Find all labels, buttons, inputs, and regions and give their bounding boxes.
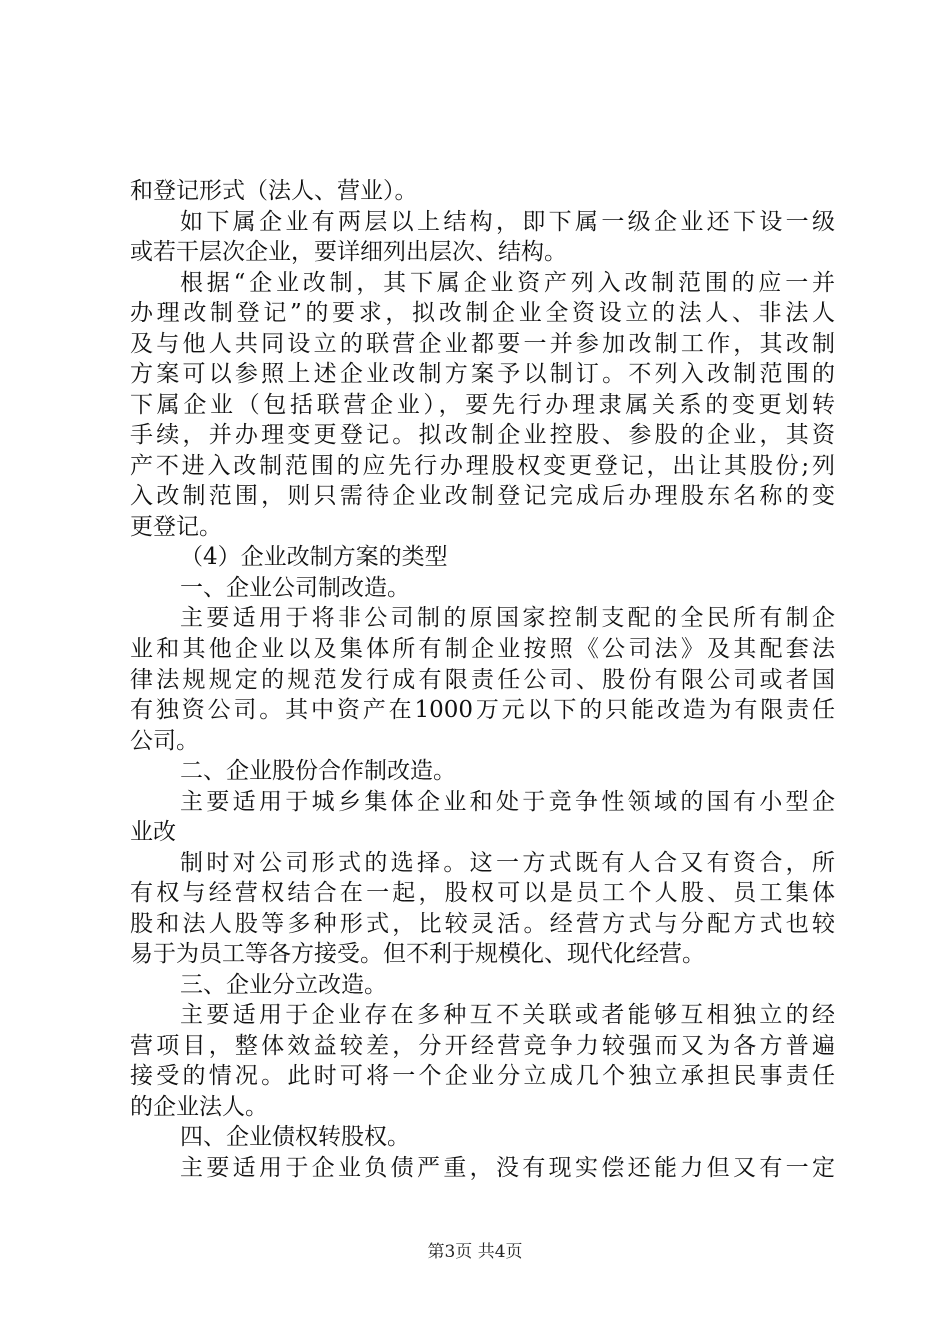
text-line: 方案可以参照上述企业改制方案予以制订。不列入改制范围的	[130, 361, 835, 388]
text-line: 制时对公司形式的选择。这一方式既有人合又有资合，所	[180, 849, 835, 876]
text-line: 主要适用于将非公司制的原国家控制支配的全民所有制企	[180, 605, 835, 632]
text-line: 业改	[130, 819, 176, 846]
text-line: 更登记。	[130, 513, 222, 540]
text-line: 办理改制登记”的要求，拟改制企业全资设立的法人、非法人	[130, 300, 835, 327]
text-line: 一、企业公司制改造。	[180, 574, 410, 601]
text-line: 产不进入改制范围的应先行办理股权变更登记，出让其股份;列	[130, 452, 835, 479]
text-line: 如下属企业有两层以上结构，即下属一级企业还下设一级	[180, 208, 835, 235]
text-line: 的企业法人。	[130, 1093, 268, 1120]
text-line: 主要适用于企业负债严重，没有现实偿还能力但又有一定	[180, 1155, 835, 1181]
text-line: 律法规规定的规范发行成有限责任公司、股份有限公司或者国	[130, 666, 835, 693]
text-line: 四、企业债权转股权。	[180, 1124, 410, 1151]
text-line: 主要适用于城乡集体企业和处于竞争性领域的国有小型企	[180, 788, 835, 815]
text-line: 股和法人股等多种形式，比较灵活。经营方式与分配方式也较	[130, 910, 835, 937]
text-line: 易于为员工等各方接受。但不利于规模化、现代化经营。	[130, 941, 705, 968]
text-line: 有独资公司。其中资产在1000万元以下的只能改造为有限责任	[130, 697, 835, 724]
text-line: 入改制范围，则只需待企业改制登记完成后办理股东名称的变	[130, 483, 835, 510]
text-line: 手续，并办理变更登记。拟改制企业控股、参股的企业，其资	[130, 422, 835, 449]
text-line: 业和其他企业以及集体所有制企业按照《公司法》及其配套法	[130, 635, 835, 662]
text-line: 二、企业股份合作制改造。	[180, 758, 456, 785]
text-line: 公司。	[130, 727, 199, 754]
text-line: 接受的情况。此时可将一个企业分立成几个独立承担民事责任	[130, 1063, 835, 1090]
page-footer: 第3页 共4页	[427, 1242, 523, 1262]
text-line: 营项目，整体效益较差，分开经营竞争力较强而又为各方普遍	[130, 1032, 835, 1059]
text-line: 下属企业（包括联营企业），要先行办理隶属关系的变更划转	[130, 391, 835, 418]
text-line: 根据“企业改制，其下属企业资产列入改制范围的应一并	[180, 269, 835, 296]
text-line: 主要适用于企业存在多种互不关联或者能够互相独立的经	[180, 1002, 835, 1029]
text-line: 三、企业分立改造。	[180, 971, 387, 998]
text-line: 及与他人共同设立的联营企业都要一并参加改制工作，其改制	[130, 330, 835, 357]
text-line: 有权与经营权结合在一起，股权可以是员工个人股、员工集体	[130, 880, 835, 907]
text-line: 和登记形式（法人、营业）。	[130, 178, 418, 204]
text-line: （4）企业改制方案的类型	[180, 544, 448, 571]
text-line: 或若干层次企业，要详细列出层次、结构。	[130, 239, 567, 266]
